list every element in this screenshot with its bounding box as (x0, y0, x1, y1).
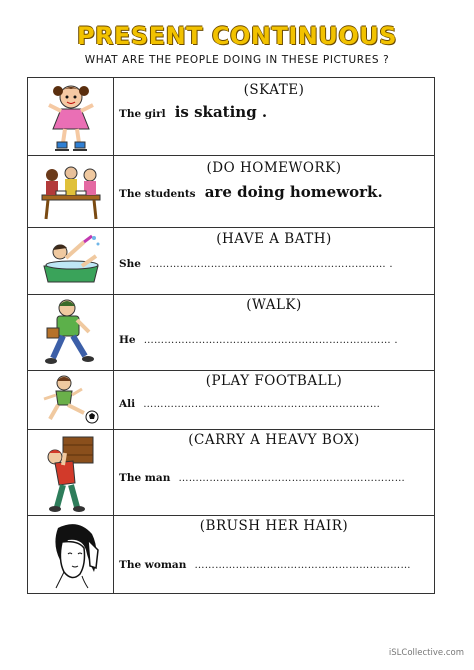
answer-line (119, 328, 398, 347)
answer-line (119, 553, 411, 572)
answer-cell (114, 295, 434, 370)
sentence-subject: Ali (119, 398, 136, 410)
verb-prompt: (PLAY FOOTBALL) (205, 373, 343, 389)
answer-blank[interactable]: ………………………………………………………… (178, 473, 406, 484)
picture-cell (28, 228, 114, 294)
exercise-row (28, 228, 434, 295)
exercise-row (28, 430, 434, 516)
answer-line (119, 252, 393, 271)
exercise-row (28, 78, 434, 156)
sentence-subject: The man (119, 472, 171, 484)
answer-blank[interactable]: …………………………………………………………… . (149, 259, 393, 270)
answer-cell (114, 78, 434, 155)
verb-prompt: (WALK) (246, 297, 302, 313)
example-answer: are doing homework. (204, 183, 383, 201)
exercise-row (28, 156, 434, 228)
picture-cell (28, 371, 114, 429)
worksheet-instructions: WHAT ARE THE PEOPLE DOING IN THESE PICTURES ? (84, 54, 390, 66)
answer-line (119, 102, 267, 121)
picture-cell (28, 430, 114, 515)
answer-blank[interactable]: …………………………………………………………… (143, 399, 381, 410)
site-watermark: iSLCollective.com (388, 648, 464, 658)
answer-cell (114, 430, 434, 515)
verb-prompt: (BRUSH HER HAIR) (199, 518, 349, 534)
example-answer: is skating . (174, 103, 268, 121)
verb-prompt: (DO HOMEWORK) (206, 160, 342, 176)
exercise-row (28, 295, 434, 371)
exercise-row (28, 516, 434, 594)
answer-line (119, 182, 383, 201)
exercise-row (28, 371, 434, 430)
picture-cell (28, 295, 114, 370)
bath-icon (38, 232, 104, 290)
answer-cell (114, 228, 434, 294)
answer-cell (114, 156, 434, 227)
walking-boy-icon (43, 298, 99, 368)
man-carrying-box-icon (41, 433, 101, 513)
sentence-subject: The woman (119, 559, 187, 571)
exercise-table (27, 77, 435, 594)
answer-blank[interactable]: ……………………………………………………… (194, 560, 411, 571)
verb-prompt: (CARRY A HEAVY BOX) (188, 432, 360, 448)
answer-line (119, 392, 380, 411)
sentence-subject: The girl (119, 108, 166, 120)
picture-cell (28, 516, 114, 593)
picture-cell (28, 78, 114, 155)
picture-cell (28, 156, 114, 227)
answer-cell (114, 516, 434, 593)
answer-line (119, 466, 405, 485)
sentence-subject: He (119, 334, 136, 346)
answer-blank[interactable]: ……………………………………………………………… . (143, 335, 398, 346)
sentence-subject: The students (119, 188, 196, 200)
verb-prompt: (SKATE) (243, 82, 305, 98)
woman-brushing-hair-icon (38, 520, 104, 590)
football-boy-icon (38, 373, 104, 427)
skating-girl-icon (41, 81, 101, 153)
worksheet-title: PRESENT CONTINUOUS (76, 22, 398, 50)
students-homework-icon (34, 161, 108, 223)
verb-prompt: (HAVE A BATH) (216, 231, 332, 247)
sentence-subject: She (119, 258, 141, 270)
answer-cell (114, 371, 434, 429)
